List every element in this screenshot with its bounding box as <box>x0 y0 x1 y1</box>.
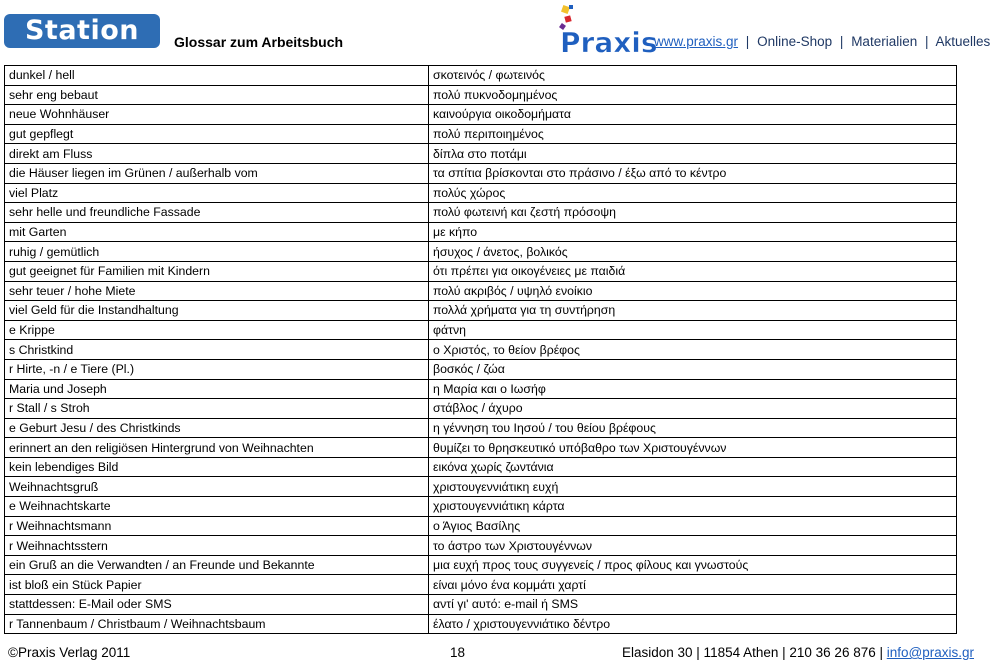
greek-translation: σκοτεινός / φωτεινός <box>429 66 957 86</box>
german-term: r Stall / s Stroh <box>5 399 429 419</box>
table-row <box>5 320 957 340</box>
table-row <box>5 477 957 497</box>
greek-translation: χριστουγεννιάτικη ευχή <box>429 477 957 497</box>
table-row <box>5 536 957 556</box>
table-row <box>5 301 957 321</box>
german-term: gut geeignet für Familien mit Kindern <box>5 261 429 281</box>
table-row <box>5 183 957 203</box>
table-row <box>5 418 957 438</box>
praxis-logo[interactable] <box>556 4 658 59</box>
greek-translation: με κήπο <box>429 222 957 242</box>
publisher-address <box>622 645 974 660</box>
german-term: sehr helle und freundliche Fassade <box>5 203 429 223</box>
german-term: sehr eng bebaut <box>5 85 429 105</box>
greek-translation: η γέννηση του Ιησού / του θείου βρέφους <box>429 418 957 438</box>
table-row <box>5 438 957 458</box>
address-text: Elasidon 30 | 11854 Athen | 210 36 26 876 | <box>622 645 883 660</box>
table-row <box>5 399 957 419</box>
greek-translation: πολύς χώρος <box>429 183 957 203</box>
page-subtitle: Glossar zum Arbeitsbuch <box>174 34 344 50</box>
german-term: gut gepflegt <box>5 124 429 144</box>
german-term: viel Geld für die Instandhaltung <box>5 301 429 321</box>
table-row <box>5 261 957 281</box>
table-row <box>5 124 957 144</box>
german-term: viel Platz <box>5 183 429 203</box>
table-row <box>5 163 957 183</box>
german-term: ein Gruß an die Verwandten / an Freunde und Bekannte <box>5 555 429 575</box>
table-row <box>5 595 957 615</box>
glossary-table <box>4 65 957 634</box>
table-row <box>5 144 957 164</box>
table-row <box>5 281 957 301</box>
page-footer <box>0 645 974 663</box>
greek-translation: θυμίζει το θρησκευτικό υπόβαθρο των Χριστουγέννων <box>429 438 957 458</box>
greek-translation: πολύ φωτεινή και ζεστή πρόσοψη <box>429 203 957 223</box>
german-term: e Weihnachtskarte <box>5 497 429 517</box>
nav-separator: | <box>839 34 844 49</box>
table-row <box>5 105 957 125</box>
table-row <box>5 85 957 105</box>
greek-translation: έλατο / χριστουγεννιάτικο δέντρο <box>429 614 957 634</box>
german-term: kein lebendiges Bild <box>5 457 429 477</box>
greek-translation: πολύ πυκνοδομημένος <box>429 85 957 105</box>
german-term: ist bloß ein Stück Papier <box>5 575 429 595</box>
german-term: e Krippe <box>5 320 429 340</box>
table-row <box>5 555 957 575</box>
greek-translation: το άστρο των Χριστουγέννων <box>429 536 957 556</box>
german-term: dunkel / hell <box>5 66 429 86</box>
german-term: mit Garten <box>5 222 429 242</box>
nav-separator: | <box>745 34 750 49</box>
german-term: r Tannenbaum / Christbaum / Weihnachtsbaum <box>5 614 429 634</box>
praxis-logo-text: Praxis <box>560 26 658 59</box>
table-row <box>5 614 957 634</box>
greek-translation: φάτνη <box>429 320 957 340</box>
greek-translation: πολύ περιποιημένος <box>429 124 957 144</box>
greek-translation: ο Χριστός, το θείον βρέφος <box>429 340 957 360</box>
top-navigation <box>654 34 990 49</box>
table-row <box>5 516 957 536</box>
german-term: neue Wohnhäuser <box>5 105 429 125</box>
greek-translation: βοσκός / ζώα <box>429 359 957 379</box>
greek-translation: η Μαρία και ο Ιωσήφ <box>429 379 957 399</box>
copyright-text: ©Praxis Verlag 2011 <box>8 645 131 660</box>
greek-translation: πολλά χρήματα για τη συντήρηση <box>429 301 957 321</box>
german-term: r Weihnachtsmann <box>5 516 429 536</box>
table-row <box>5 379 957 399</box>
glossary-body <box>5 66 957 634</box>
german-term: e Geburt Jesu / des Christkinds <box>5 418 429 438</box>
email-link[interactable]: info@praxis.gr <box>886 645 974 660</box>
table-row <box>5 457 957 477</box>
german-term: direkt am Fluss <box>5 144 429 164</box>
table-row <box>5 359 957 379</box>
nav-item-aktuelles[interactable]: Aktuelles <box>935 34 990 49</box>
table-row <box>5 222 957 242</box>
greek-translation: ότι πρέπει για οικογένειες με παιδιά <box>429 261 957 281</box>
greek-translation: εικόνα χωρίς ζωντάνια <box>429 457 957 477</box>
german-term: Maria und Joseph <box>5 379 429 399</box>
page-number: 18 <box>450 645 466 660</box>
station-b2-logo: Station B2 <box>4 14 160 48</box>
greek-translation: δίπλα στο ποτάμι <box>429 144 957 164</box>
greek-translation: καινούργια οικοδομήματα <box>429 105 957 125</box>
german-term: r Weihnachtsstern <box>5 536 429 556</box>
nav-item-online-shop[interactable]: Online-Shop <box>757 34 833 49</box>
greek-translation: χριστουγεννιάτικη κάρτα <box>429 497 957 517</box>
table-row <box>5 66 957 86</box>
greek-translation: πολύ ακριβός / υψηλό ενοίκιο <box>429 281 957 301</box>
nav-item-materialien[interactable]: Materialien <box>851 34 918 49</box>
praxis-logo-graphic <box>556 4 658 59</box>
table-row <box>5 497 957 517</box>
greek-translation: αντί γι' αυτό: e-mail ή SMS <box>429 595 957 615</box>
table-row <box>5 575 957 595</box>
table-row <box>5 203 957 223</box>
greek-translation: είναι μόνο ένα κομμάτι χαρτί <box>429 575 957 595</box>
greek-translation: στάβλος / άχυρο <box>429 399 957 419</box>
greek-translation: μια ευχή προς τους συγγενείς / προς φίλους και γνωστούς <box>429 555 957 575</box>
german-term: s Christkind <box>5 340 429 360</box>
greek-translation: τα σπίτια βρίσκονται στο πράσινο / έξω από το κέντρο <box>429 163 957 183</box>
greek-translation: ο Άγιος Βασίλης <box>429 516 957 536</box>
german-term: ruhig / gemütlich <box>5 242 429 262</box>
german-term: stattdessen: E-Mail oder SMS <box>5 595 429 615</box>
website-link[interactable]: www.praxis.gr <box>654 34 739 49</box>
german-term: sehr teuer / hohe Miete <box>5 281 429 301</box>
table-row <box>5 340 957 360</box>
german-term: Weihnachtsgruß <box>5 477 429 497</box>
table-row <box>5 242 957 262</box>
nav-separator: | <box>924 34 929 49</box>
greek-translation: ήσυχος / άνετος, βολικός <box>429 242 957 262</box>
german-term: erinnert an den religiösen Hintergrund von Weihnachten <box>5 438 429 458</box>
german-term: r Hirte, -n / e Tiere (Pl.) <box>5 359 429 379</box>
german-term: die Häuser liegen im Grünen / außerhalb vom <box>5 163 429 183</box>
